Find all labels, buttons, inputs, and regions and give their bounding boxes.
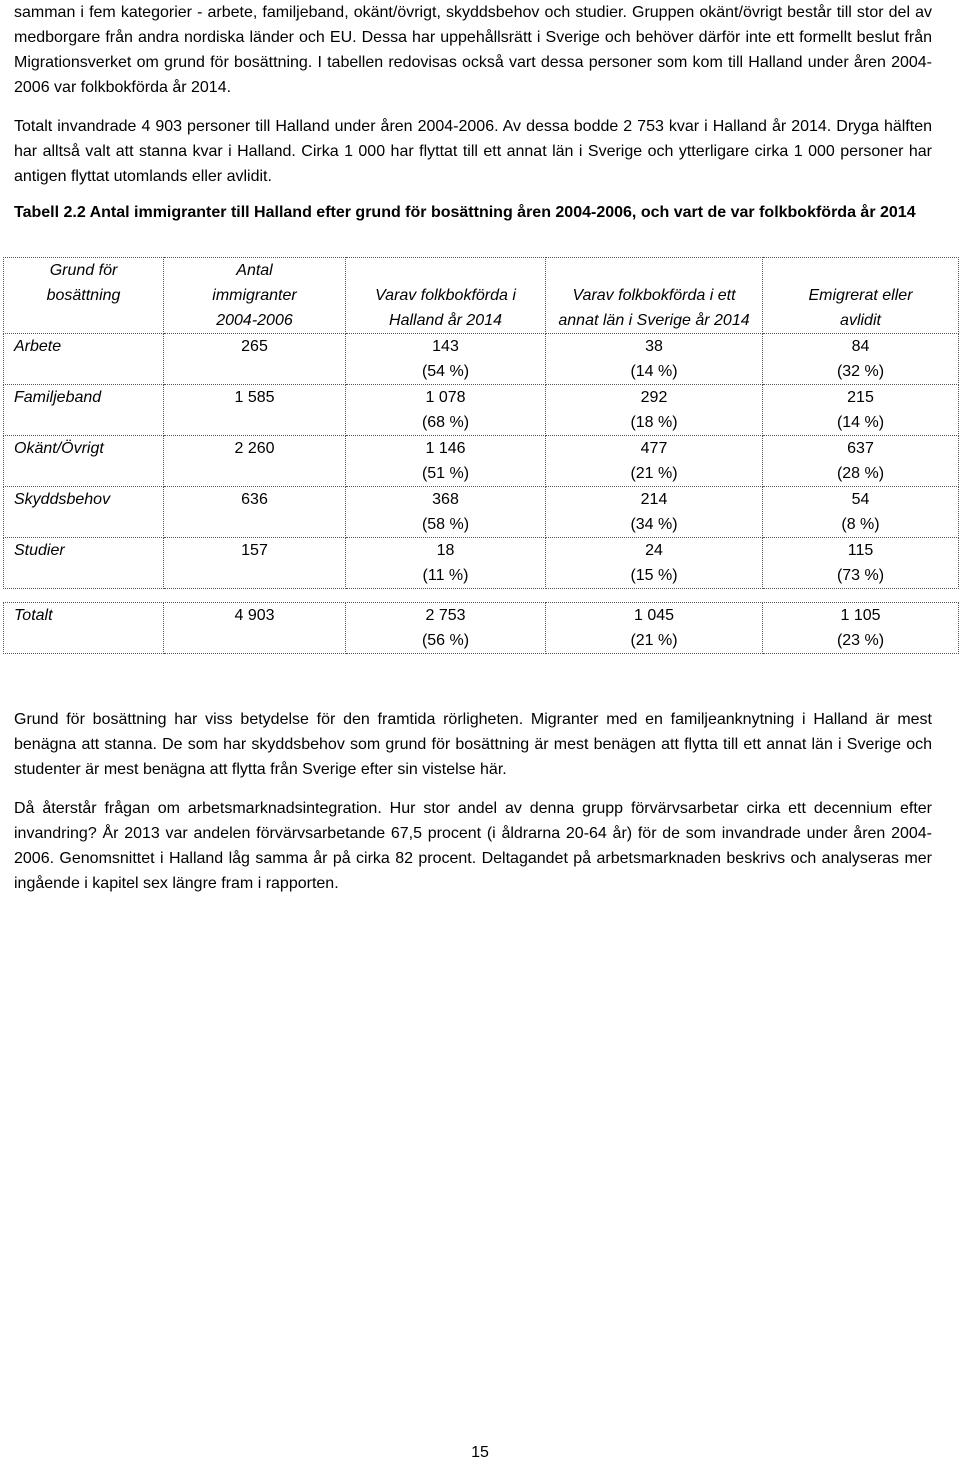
header-emigr-line1: Emigrerat eller <box>808 287 913 304</box>
table-row-arbete <box>4 334 959 385</box>
row-category: Arbete <box>4 334 164 385</box>
row-halland: 2 753 (56 %) <box>346 603 546 654</box>
table-header-row <box>4 258 959 334</box>
document-page <box>14 0 932 224</box>
row-category: Skyddsbehov <box>4 487 164 538</box>
table-row-total <box>4 603 959 654</box>
row-annat: 24 (15 %) <box>546 538 763 589</box>
table-row-skyddsbehov <box>4 487 959 538</box>
header-halland-line1: Varav folkbokförda i <box>375 287 516 304</box>
total-paragraph: Totalt invandrade 4 903 personer till Halland under åren 2004-2006. Av dessa bodde 2 753 kvar i Halland år 2014. Dryga hälften har alltså valt att stanna kvar i Halland. Cirka 1 000 har flyttat till ett annat län i Sverige och ytterligare cirka 1 000 personer har antigen flyttat utomlands eller avlidit. <box>14 118 932 185</box>
immigration-table <box>3 257 959 654</box>
row-halland: 143 (54 %) <box>346 334 546 385</box>
row-annat: 477 (21 %) <box>546 436 763 487</box>
header-antal-line1: Antal <box>236 262 273 279</box>
row-halland: 18 (11 %) <box>346 538 546 589</box>
table-row-okant <box>4 436 959 487</box>
row-halland: 1 078 (68 %) <box>346 385 546 436</box>
header-grund-line2: bosättning <box>46 287 121 304</box>
header-annat-line1: Varav folkbokförda i ett <box>572 287 736 304</box>
row-emigr: 84 (32 %) <box>763 334 959 385</box>
row-annat: 292 (18 %) <box>546 385 763 436</box>
row-antal: 636 <box>164 487 346 538</box>
header-emigr <box>763 258 959 334</box>
row-annat: 1 045 (21 %) <box>546 603 763 654</box>
header-annat-line2: annat län i Sverige år 2014 <box>558 312 750 329</box>
intro-paragraph: samman i fem kategorier - arbete, familjeband, okänt/övrigt, skyddsbehov och studier. Gruppen okänt/övrigt består till stor del av medborgare från andra nordiska länder och EU. Dessa har uppehållsrätt i Sverige och behöver därför inte ett formellt beslut från Migrationsverket om grund för bosättning. I tabellen redovisas också vart dessa personer som kom till Halland under åren 2004-2006 var folkbokförda år 2014. <box>14 4 932 96</box>
header-antal-line2: immigranter <box>212 287 297 304</box>
header-annat <box>546 258 763 334</box>
table-row-familjeband <box>4 385 959 436</box>
row-category: Familjeband <box>4 385 164 436</box>
header-grund-line1: Grund för <box>49 262 118 279</box>
row-emigr: 115 (73 %) <box>763 538 959 589</box>
header-halland-line2: Halland år 2014 <box>389 312 502 329</box>
row-antal: 4 903 <box>164 603 346 654</box>
row-annat: 38 (14 %) <box>546 334 763 385</box>
table-spacer-row <box>4 589 959 603</box>
row-antal: 1 585 <box>164 385 346 436</box>
row-category: Okänt/Övrigt <box>4 436 164 487</box>
header-grund <box>4 258 164 334</box>
labour-paragraph: Då återstår frågan om arbetsmarknadsintegration. Hur stor andel av denna grupp förvärvsarbetar cirka ett decennium efter invandring? År 2013 var andelen förvärvsarbetande 67,5 procent (i åldrarna 20-64 år) för de som invandrade under åren 2004-2006. Genomsnittet i Halland låg samma år på cirka 82 procent. Deltagandet på arbetsmarknaden beskrivs och analyseras mer ingående i kapitel sex längre fram i rapporten. <box>14 800 932 892</box>
row-emigr: 637 (28 %) <box>763 436 959 487</box>
header-antal <box>164 258 346 334</box>
row-category: Totalt <box>4 603 164 654</box>
row-emigr: 54 (8 %) <box>763 487 959 538</box>
header-emigr-line2: avlidit <box>840 312 881 329</box>
row-annat: 214 (34 %) <box>546 487 763 538</box>
table-row-studier <box>4 538 959 589</box>
header-antal-line3: 2004-2006 <box>216 312 293 329</box>
row-emigr: 1 105 (23 %) <box>763 603 959 654</box>
row-category: Studier <box>4 538 164 589</box>
row-halland: 368 (58 %) <box>346 487 546 538</box>
page-number: 15 <box>471 1444 489 1461</box>
row-antal: 157 <box>164 538 346 589</box>
table-caption: Tabell 2.2 Antal immigranter till Halland efter grund för bosättning åren 2004-2006, och vart de var folkbokförda år 2014 <box>14 204 916 221</box>
row-antal: 265 <box>164 334 346 385</box>
header-halland <box>346 258 546 334</box>
document-page-lower <box>14 707 932 896</box>
row-halland: 1 146 (51 %) <box>346 436 546 487</box>
row-antal: 2 260 <box>164 436 346 487</box>
after-table-paragraph: Grund för bosättning har viss betydelse för den framtida rörligheten. Migranter med en familjeanknytning i Halland är mest benägna att stanna. De som har skyddsbehov som grund för bosättning är mest benägen att flytta till ett annat län i Sverige och studenter är mest benägna att flytta från Sverige efter sin vistelse här. <box>14 711 932 778</box>
row-emigr: 215 (14 %) <box>763 385 959 436</box>
